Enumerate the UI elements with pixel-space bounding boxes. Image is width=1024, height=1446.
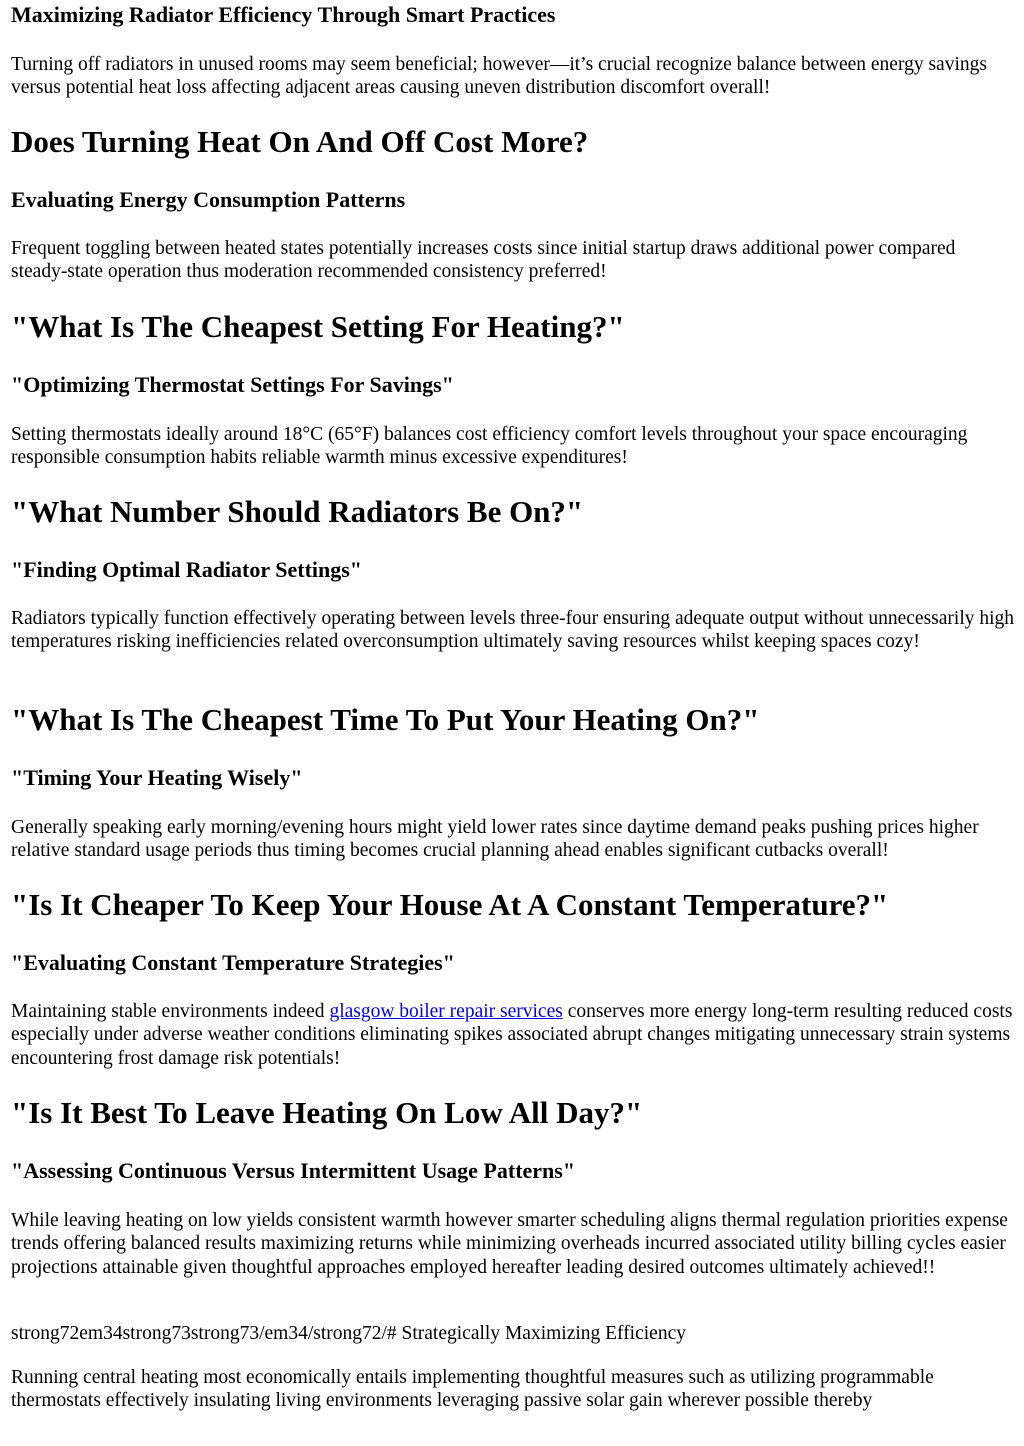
subheading-optimal-radiator: "Finding Optimal Radiator Settings" <box>11 557 363 582</box>
paragraph-thermostat-18c: Setting thermostats ideally around 18°C (65°F) balances cost efficiency comfort levels throughout your space encouraging responsible consumption habits reliable warmth minus excessive expenditures! <box>11 424 968 469</box>
heading-maximizing-radiator-efficiency: Maximizing Radiator Efficiency Through Smart Practices <box>11 2 556 27</box>
paragraph-timing-rates: Generally speaking early morning/evening hours might yield lower rates since daytime demand peaks pushing prices higher relative standard usage periods thus timing becomes crucial planning ahead enables significant cutbacks overall! <box>11 817 979 862</box>
paragraph-strategically-maximizing: strong72em34strong73strong73/em34/strong72/# Strategically Maximizing Efficiency <box>11 1323 686 1344</box>
paragraph-stable-environments <box>11 1000 1015 1070</box>
paragraph-leaving-heating-low: While leaving heating on low yields consistent warmth however smarter scheduling aligns thermal regulation priorities expense trends offering balanced results maximizing returns while minimizing overheads incurred associated utility billing cycles easier projections attainable given thoughtful approaches employed hereafter leading desired outcomes ultimately achieved!! <box>11 1210 1008 1278</box>
paragraph-radiator-levels: Radiators typically function effectively operating between levels three-four ensuring adequate output without unnecessarily high temperatures risking inefficiencies related overconsumption ultimately saving resources whilst keeping spaces cozy! <box>11 608 1015 653</box>
heading-cheapest-time: "What Is The Cheapest Time To Put Your Heating On?" <box>11 702 760 737</box>
paragraph-central-heating-economy: Running central heating most economically entails implementing thoughtful measures such as utilizing programmable thermostats effectively insulating living environments leveraging passive solar gain wherever possible thereby <box>11 1367 934 1412</box>
subheading-constant-strategies: "Evaluating Constant Temperature Strategies" <box>11 950 455 975</box>
paragraph-text-after-link: conserves more energy long-term resulting reduced costs especially under adverse weather conditions eliminating spikes associated abrupt changes mitigating unnecessary strain systems encountering frost damage risk potentials! <box>11 1001 1013 1069</box>
heading-turning-heat-on-off: Does Turning Heat On And Off Cost More? <box>11 124 589 159</box>
heading-radiator-number: "What Number Should Radiators Be On?" <box>11 494 584 529</box>
heading-constant-temperature: "Is It Cheaper To Keep Your House At A Constant Temperature?" <box>11 887 889 922</box>
paragraph-frequent-toggling: Frequent toggling between heated states potentially increases costs since initial startup draws additional power compared steady-state operation thus moderation recommended consistency preferred! <box>11 238 956 283</box>
heading-cheapest-setting: "What Is The Cheapest Setting For Heating?" <box>11 309 625 344</box>
subheading-continuous-intermittent: "Assessing Continuous Versus Intermittent Usage Patterns" <box>11 1158 576 1183</box>
heading-low-all-day: "Is It Best To Leave Heating On Low All Day?" <box>11 1095 643 1130</box>
glasgow-boiler-repair-link[interactable]: glasgow boiler repair services <box>329 1001 563 1022</box>
subheading-energy-consumption: Evaluating Energy Consumption Patterns <box>11 187 406 212</box>
paragraph-text-before-link: Maintaining stable environments indeed <box>11 1001 330 1022</box>
subheading-timing-heating: "Timing Your Heating Wisely" <box>11 765 303 790</box>
paragraph-unused-rooms: Turning off radiators in unused rooms may seem beneficial; however—it’s crucial recognize balance between energy savings versus potential heat loss affecting adjacent areas causing uneven distribution discomfort overall! <box>11 54 987 99</box>
subheading-thermostat-settings: "Optimizing Thermostat Settings For Savings" <box>11 372 454 397</box>
